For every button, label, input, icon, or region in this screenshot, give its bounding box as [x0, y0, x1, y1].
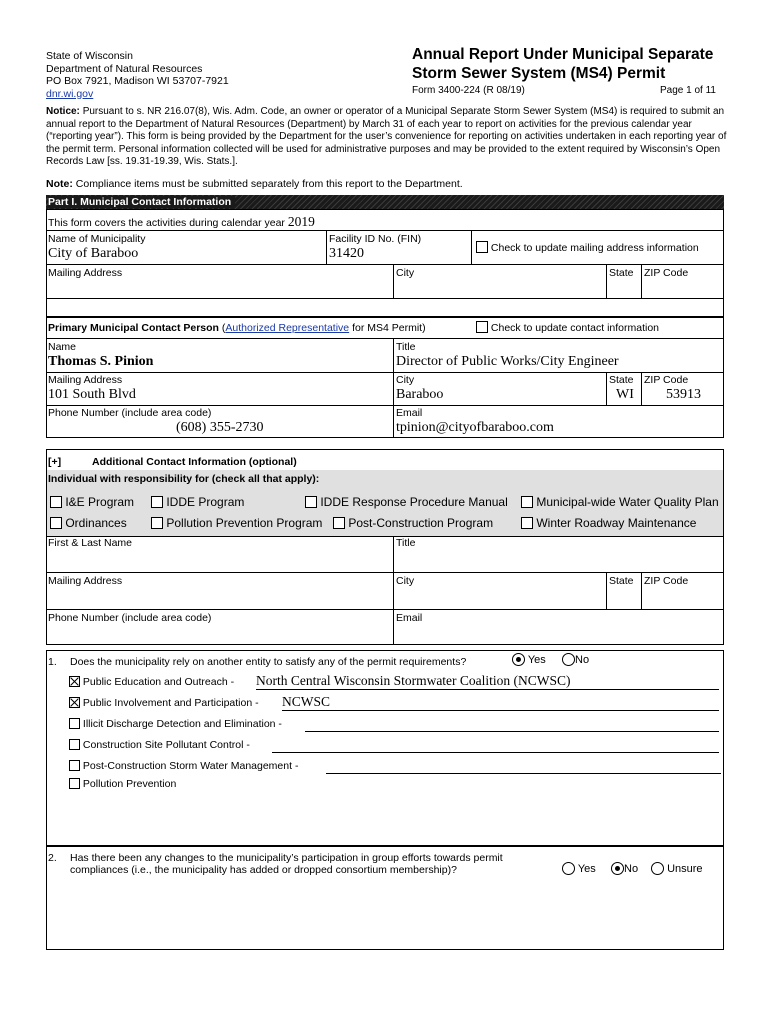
- q1-idde-field[interactable]: [305, 715, 719, 732]
- q1-item-label: Illicit Discharge Detection and Elimination -: [82, 718, 282, 730]
- program-ie[interactable]: [50, 495, 134, 509]
- mailing-label: Mailing Address: [48, 267, 123, 279]
- checkbox-icon[interactable]: [151, 517, 163, 529]
- q1-construction-field[interactable]: [272, 736, 719, 753]
- radio-icon[interactable]: [562, 653, 575, 666]
- q1-text: Does the municipality rely on another entity to satisfy any of the permit requirements?: [70, 656, 467, 668]
- update-contact-label: Check to update contact information: [490, 322, 660, 334]
- q1-item-label: Public Involvement and Participation -: [82, 697, 259, 709]
- contact-title-value[interactable]: Director of Public Works/City Engineer: [396, 354, 619, 369]
- program-pollution[interactable]: [151, 516, 322, 530]
- contact-mailing-value[interactable]: 101 South Blvd: [48, 387, 136, 402]
- q1-post-construction-field[interactable]: [326, 757, 721, 774]
- title-line: Annual Report Under Municipal Separate: [412, 46, 714, 63]
- program-idde-manual[interactable]: [305, 495, 508, 509]
- add-title-label: Title: [396, 537, 416, 549]
- program-label: IDDE Program: [166, 495, 245, 509]
- q1-item-post-construction[interactable]: [69, 760, 298, 772]
- radio-icon[interactable]: [562, 862, 575, 875]
- responsibility-label: Individual with responsibility for (check all that apply):: [48, 473, 320, 485]
- contact-state-value[interactable]: WI: [616, 387, 634, 402]
- zip-label: ZIP Code: [644, 267, 689, 279]
- form-number: Form 3400-224 (R 08/19): [412, 85, 525, 96]
- page-number: Page 1 of 11: [660, 85, 716, 96]
- q1-no-radio[interactable]: [562, 653, 589, 666]
- part1-heading-text: Part I. Municipal Contact Information: [48, 196, 235, 208]
- primary-contact-heading: [48, 322, 426, 334]
- part1-heading: [46, 195, 724, 209]
- contact-zip-value[interactable]: 53913: [666, 387, 701, 402]
- contact-mailing-label: Mailing Address: [48, 374, 123, 386]
- program-label: Pollution Prevention Program: [166, 516, 323, 530]
- program-label: I&E Program: [65, 495, 135, 509]
- program-label: Winter Roadway Maintenance: [536, 516, 697, 530]
- compliance-note: [46, 178, 463, 190]
- add-email-label: Email: [396, 612, 423, 624]
- program-label: Ordinances: [65, 516, 127, 530]
- contact-city-value[interactable]: Baraboo: [396, 387, 444, 402]
- website-link[interactable]: dnr.wi.gov: [46, 87, 94, 100]
- primary-heading-bold: Primary Municipal Contact Person: [48, 322, 219, 334]
- form-title: [412, 45, 713, 83]
- add-mailing-label: Mailing Address: [48, 575, 123, 587]
- facility-label: Facility ID No. (FIN): [329, 233, 422, 245]
- expand-toggle[interactable]: [+]: [48, 456, 62, 468]
- year-label: This form covers the activities during calendar year: [48, 217, 285, 229]
- notice-label: Notice:: [46, 106, 80, 117]
- q1-education-field[interactable]: North Central Wisconsin Stormwater Coalition (NCWSC): [256, 673, 719, 690]
- additional-heading: Additional Contact Information (optional): [92, 456, 297, 468]
- agency-line: Department of Natural Resources: [46, 62, 203, 75]
- q1-item-involvement[interactable]: [69, 697, 259, 709]
- primary-heading-paren: (: [221, 322, 226, 334]
- note-label: Note:: [46, 178, 73, 190]
- program-winter[interactable]: [521, 516, 696, 530]
- q2-unsure-radio[interactable]: [651, 862, 703, 875]
- q2-text-line: Has there been any changes to the municipality’s participation in group efforts towards permit: [70, 852, 503, 864]
- update-contact-checkbox[interactable]: [476, 321, 659, 334]
- contact-title-label: Title: [396, 341, 416, 353]
- q1-item-idde[interactable]: [69, 718, 282, 730]
- program-water-quality[interactable]: [521, 495, 719, 509]
- q1-involvement-field[interactable]: NCWSC: [282, 694, 719, 711]
- year-value[interactable]: 2019: [287, 214, 315, 229]
- checkbox-icon[interactable]: [521, 517, 533, 529]
- q1-item-label: Pollution Prevention: [82, 778, 177, 790]
- q2-number: 2.: [48, 852, 57, 864]
- contact-zip-label: ZIP Code: [644, 374, 689, 386]
- update-mailing-label: Check to update mailing address information: [490, 242, 699, 254]
- q1-item-label: Post-Construction Storm Water Management -: [82, 760, 299, 772]
- q2-no-label: No: [624, 863, 639, 875]
- checkbox-icon[interactable]: [521, 496, 533, 508]
- agency-line: State of Wisconsin: [46, 50, 133, 62]
- q2-yes-radio[interactable]: [562, 862, 596, 875]
- checked-box-icon[interactable]: [69, 697, 80, 708]
- municipality-label: Name of Municipality: [48, 233, 146, 245]
- agency-block: [46, 50, 229, 100]
- add-phone-label: Phone Number (include area code): [48, 612, 212, 624]
- add-name-label: First & Last Name: [48, 537, 133, 549]
- q1-item-education[interactable]: [69, 676, 234, 688]
- q2-text-line: compliances (i.e., the municipality has added or dropped consortium membership)?: [70, 864, 457, 876]
- program-label: Post-Construction Program: [348, 516, 494, 530]
- checkbox-icon[interactable]: [50, 517, 62, 529]
- program-idde[interactable]: [151, 495, 244, 509]
- checkbox-icon[interactable]: [476, 241, 488, 253]
- q1-number: 1.: [48, 656, 57, 668]
- checkbox-icon[interactable]: [69, 739, 80, 750]
- add-city-label: City: [396, 575, 415, 587]
- checkbox-icon[interactable]: [69, 760, 80, 771]
- q1-item-label: Public Education and Outreach -: [82, 676, 235, 688]
- program-label: IDDE Response Procedure Manual: [320, 495, 508, 509]
- checkbox-icon[interactable]: [305, 496, 317, 508]
- program-ordinances[interactable]: [50, 516, 127, 530]
- contact-phone-label: Phone Number (include area code): [48, 407, 212, 419]
- note-text: Compliance items must be submitted separately from this report to the Department.: [75, 178, 463, 190]
- facility-value[interactable]: 31420: [329, 246, 364, 261]
- checkbox-icon[interactable]: [69, 778, 80, 789]
- q1-item-pollution[interactable]: [69, 778, 176, 790]
- add-zip-label: ZIP Code: [644, 575, 689, 587]
- q1-item-construction[interactable]: [69, 739, 250, 751]
- checked-box-icon[interactable]: [69, 676, 80, 687]
- program-label: Municipal-wide Water Quality Plan: [536, 495, 719, 509]
- q1-no-label: No: [575, 654, 590, 666]
- contact-name-label: Name: [48, 341, 77, 353]
- city-label: City: [396, 267, 415, 279]
- q2-unsure-label: Unsure: [667, 863, 703, 875]
- notice-text: Pursuant to s. NR 216.07(8), Wis. Adm. Code, an owner or operator of a Municipal Separate Storm Sewer System (MS4) is required to submit an annual report to the Department of Natural Resources (Department) by March 31 of each year to report on activities for the previous calendar year (“reporting year”). This form is being provided by the Department for the user’s convenience for reporting on activities undertaken in each reporting year of the permit term. Personal information collected will be used for administrative purposes and may be provided to the extent required by Wisconsin’s Open Records Law [ss. 19.31-19.39, Wis. Stats.].: [46, 106, 727, 168]
- add-state-label: State: [609, 575, 634, 587]
- primary-heading-rest: for MS4 Permit): [352, 322, 426, 334]
- state-label: State: [609, 267, 634, 279]
- radio-icon[interactable]: [651, 862, 664, 875]
- year-row: [48, 214, 315, 230]
- title-line: Storm Sewer System (MS4) Permit: [412, 65, 666, 82]
- q1-item-label: Construction Site Pollutant Control -: [82, 739, 250, 751]
- contact-state-label: State: [609, 374, 634, 386]
- contact-city-label: City: [396, 374, 415, 386]
- checkbox-icon[interactable]: [50, 496, 62, 508]
- program-post-construction[interactable]: [333, 516, 493, 530]
- q2-no-radio[interactable]: [611, 862, 638, 875]
- radio-selected-icon[interactable]: [512, 653, 525, 666]
- q2-yes-label: Yes: [577, 863, 596, 875]
- contact-email-label: Email: [396, 407, 423, 419]
- q1-yes-radio[interactable]: [512, 653, 546, 666]
- update-mailing-checkbox[interactable]: [476, 241, 699, 254]
- municipality-value[interactable]: City of Baraboo: [48, 246, 139, 261]
- q1-yes-label: Yes: [527, 654, 546, 666]
- q2-text: [70, 852, 503, 876]
- notice-paragraph: [46, 106, 728, 169]
- checkbox-icon[interactable]: [151, 496, 163, 508]
- contact-email-value[interactable]: tpinion@cityofbaraboo.com: [396, 420, 554, 435]
- checkbox-icon[interactable]: [69, 718, 80, 729]
- agency-line: PO Box 7921, Madison WI 53707-7921: [46, 75, 229, 87]
- contact-name-value[interactable]: Thomas S. Pinion: [48, 354, 154, 369]
- checkbox-icon[interactable]: [333, 517, 345, 529]
- checkbox-icon[interactable]: [476, 321, 488, 333]
- authorized-representative-link[interactable]: Authorized Representative: [225, 322, 350, 334]
- contact-phone-value[interactable]: (608) 355-2730: [176, 420, 264, 435]
- radio-selected-icon[interactable]: [611, 862, 624, 875]
